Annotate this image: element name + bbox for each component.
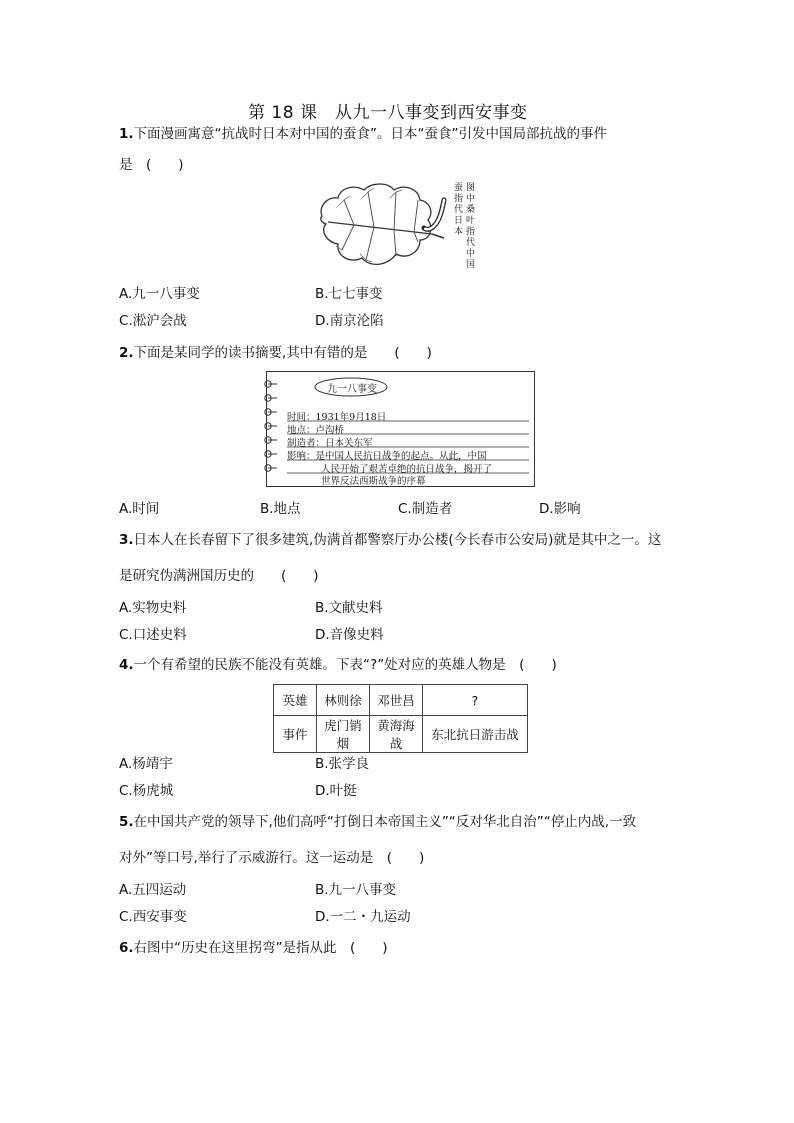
option-b[interactable]: B.七七事变 xyxy=(315,286,383,302)
question-text: 一个有希望的民族不能没有英雄。下表“?”处对应的英雄人物是 ( ) xyxy=(133,657,557,673)
option-c[interactable]: C.西安事变 xyxy=(119,909,187,925)
option-a[interactable]: A.时间 xyxy=(119,501,160,517)
question-5 xyxy=(119,810,636,830)
option-a[interactable]: A.九一八事变 xyxy=(119,286,200,302)
card-line-maker: 制造者：日本关东军 xyxy=(287,438,373,449)
option-b[interactable]: B.文献史料 xyxy=(315,600,383,616)
question-number: 5. xyxy=(119,814,134,830)
table-row xyxy=(274,716,528,753)
figure-caption-leaf: 图中桑叶指代中国 xyxy=(466,183,476,270)
question-3 xyxy=(119,528,661,548)
option-d[interactable]: D.叶挺 xyxy=(315,783,357,799)
option-d[interactable]: D.音像史料 xyxy=(315,627,384,643)
card-line-place: 地点：卢沟桥 xyxy=(287,425,345,436)
option-d[interactable]: D.南京沦陷 xyxy=(315,313,384,329)
question-number: 4. xyxy=(119,657,134,673)
question-5-line2: 对外”等口号,举行了示威游行。这一运动是 ( ) xyxy=(119,850,425,866)
option-a[interactable]: A.实物史料 xyxy=(119,600,187,616)
option-c[interactable]: C.口述史料 xyxy=(119,627,187,643)
question-number: 3. xyxy=(119,532,134,548)
table-cell: 邓世昌 xyxy=(370,685,423,716)
question-number: 6. xyxy=(119,940,134,956)
question-2 xyxy=(119,341,432,361)
option-b[interactable]: B.地点 xyxy=(260,501,301,517)
table-row xyxy=(274,685,528,716)
card-line-impact-3: 世界反法西斯战争的序幕 xyxy=(321,476,426,487)
option-b[interactable]: B.九一八事变 xyxy=(315,882,397,898)
option-a[interactable]: A.杨靖宇 xyxy=(119,756,173,772)
card-line-impact-2: 人民开始了艰苦卓绝的抗日战争，揭开了 xyxy=(321,464,493,475)
question-text: 日本人在长春留下了很多建筑,伪满首都警察厅办公楼(今长春市公安局)就是其中之一。这 xyxy=(133,532,662,548)
card-line-time: 时间：1931年9月18日 xyxy=(287,412,387,423)
card-heading: 九一八事变 xyxy=(327,384,377,395)
option-c[interactable]: C.制造者 xyxy=(398,501,453,517)
option-b[interactable]: B.张学良 xyxy=(315,756,370,772)
question-number: 2. xyxy=(119,345,134,361)
reading-note-card xyxy=(266,371,535,487)
page-title: 第 18 课 从九一八事变到西安事变 xyxy=(248,103,528,123)
card-line-impact-1: 影响：是中国人民抗日战争的起点。从此，中国 xyxy=(287,451,487,462)
question-3-line2: 是研究伪满洲国历史的 ( ) xyxy=(119,568,319,584)
question-number: 1. xyxy=(119,126,134,142)
question-text: 下面是某同学的读书摘要,其中有错的是 ( ) xyxy=(133,345,432,361)
figure-caption-silkworm: 蚕指代日本 xyxy=(454,183,464,237)
table-cell: 虎门销烟 xyxy=(317,716,370,753)
table-cell: 黄海海战 xyxy=(370,716,423,753)
hero-table xyxy=(273,684,528,753)
table-cell: 事件 xyxy=(274,716,317,753)
silkworm-icon xyxy=(424,200,444,229)
question-1-line2: 是 ( ) xyxy=(119,157,184,173)
question-text: 下面漫画寓意“抗战时日本对中国的蚕食”。日本“蚕食”引发中国局部抗战的事件 xyxy=(133,126,608,142)
table-cell: 东北抗日游击战 xyxy=(423,716,528,753)
spiral-binding-icon xyxy=(259,372,277,490)
option-c[interactable]: C.淞沪会战 xyxy=(119,313,187,329)
table-cell: ? xyxy=(423,685,528,716)
question-text: 在中国共产党的领导下,他们高呼“打倒日本帝国主义”“反对华北自治”“停止内战,一致 xyxy=(133,814,637,830)
option-c[interactable]: C.杨虎城 xyxy=(119,783,174,799)
option-d[interactable]: D.一二・九运动 xyxy=(315,909,411,925)
question-6 xyxy=(119,936,388,956)
question-1 xyxy=(119,122,607,142)
option-a[interactable]: A.五四运动 xyxy=(119,882,187,898)
table-cell: 英雄 xyxy=(274,685,317,716)
question-4 xyxy=(119,653,557,673)
table-cell: 林则徐 xyxy=(317,685,370,716)
question-text: 右图中“历史在这里拐弯”是指从此 ( ) xyxy=(133,940,388,956)
option-d[interactable]: D.影响 xyxy=(539,501,581,517)
